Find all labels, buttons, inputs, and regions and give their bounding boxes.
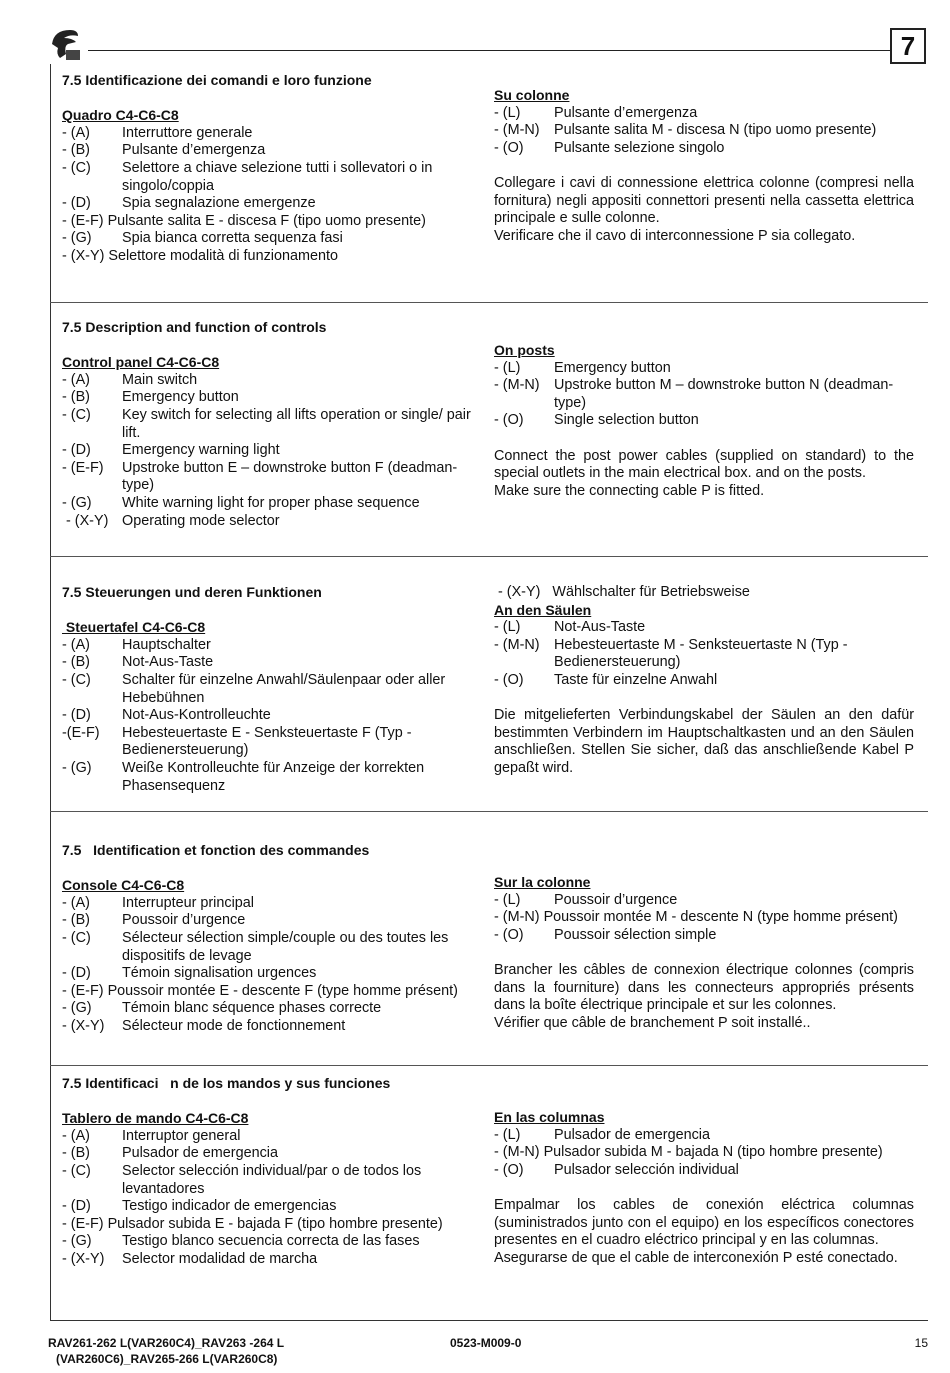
list-item: - (B) Pulsante d’emergenza: [62, 142, 266, 159]
list-item: - (C) Sélecteur sélection simple/couple ou des toutes les dispositifs de levage: [62, 929, 449, 964]
list-item: - (L) Pulsante d’emergenza: [494, 104, 698, 121]
list-item: - (B) Pulsador de emergencia: [62, 1145, 278, 1162]
list-item: - (M-N) Hebesteuertaste M - Senksteuertaste N (Typ - Bedienersteuerung): [494, 636, 848, 671]
panel-subtitle: Tablero de mando C4-C6-C8: [62, 1110, 249, 1127]
paragraph: Empalmar los cables de conexión eléctrica columnas (suministrados junto con el equipo) en los específicos conectores presentes en el cuadro eléctrico principal y en las columnas.: [494, 1196, 914, 1249]
list-item: - (E-F) Upstroke button E – downstroke button F (deadman-type): [62, 459, 458, 494]
paragraph: Asegurarse de que el cable de interconexión P esté conectado.: [494, 1249, 898, 1266]
list-item: -(E-F) Hebesteuertaste E - Senksteuertaste F (Typ - Bedienersteuerung): [62, 724, 412, 759]
list-item: - (X-Y) Selettore modalità di funzionamento: [62, 247, 338, 264]
list-item: - (M-N) Poussoir montée M - descente N (type homme présent): [494, 909, 898, 926]
paragraph: Die mitgelieferten Verbindungskabel der Säulen an den dafür bestimmten Verbindern im Hauptschaltkasten und an den Säulen anschließen. Stellen Sie sicher, daß das anschließende Kabel P gepaßt wird.: [494, 707, 914, 776]
section-divider: [50, 1065, 928, 1066]
list-item: - (L) Pulsador de emergencia: [494, 1126, 710, 1143]
section-de-right: [494, 584, 914, 778]
list-item: - (A) Interrupteur principal: [62, 894, 254, 911]
list-item: - (C) Schalter für einzelne Anwahl/Säulenpaar oder aller Hebebühnen: [62, 671, 446, 706]
chapter-number: 7: [890, 28, 926, 64]
panel-subtitle: Steuertafel C4-C6-C8: [62, 619, 206, 636]
page-number: 15: [914, 1336, 928, 1350]
list-item: - (M-N) Pulsador subida M - bajada N (tipo hombre presente): [494, 1144, 883, 1161]
list-item: - (D) Testigo indicador de emergencias: [62, 1198, 337, 1215]
list-item: - (B) Not-Aus-Taste: [62, 654, 214, 671]
section-fr-left: [62, 842, 482, 1036]
list-item: - (D) Not-Aus-Kontrolleuchte: [62, 707, 271, 724]
list-item: - (G) White warning light for proper phase sequence: [62, 494, 420, 511]
list-item: - (M-N) Pulsante salita M - discesa N (tipo uomo presente): [494, 122, 877, 139]
list-item: - (X-Y) Sélecteur mode de fonctionnement: [62, 1017, 346, 1034]
section-divider: [50, 556, 928, 557]
section-title: 7.5 Identification et fonction des commandes: [62, 842, 370, 858]
list-item: - (C) Key switch for selecting all lifts operation or single/ pair lift.: [62, 406, 471, 441]
section-fr-right: [494, 874, 914, 1032]
list-item: - (L) Not-Aus-Taste: [494, 619, 646, 636]
paragraph: Vérifier que câble de branchement P soit installé..: [494, 1014, 811, 1031]
section-es-right: [494, 1109, 914, 1267]
footer-model-line1: RAV261-262 L(VAR260C4)_RAV263 -264 L: [48, 1336, 285, 1350]
paragraph: Collegare i cavi di connessione elettrica colonne (compresi nella fornitura) negli appositi connettori presenti nella cassetta elettrica principale e sulle colonne.: [494, 174, 914, 227]
list-item: - (O) Single selection button: [494, 412, 699, 429]
list-item: - (X-Y) Operating mode selector: [62, 512, 280, 529]
list-item: - (G) Weiße Kontrolleuchte für Anzeige der korrekten Phasensequenz: [62, 759, 425, 794]
paragraph: Connect the post power cables (supplied on standard) to the special outlets in the main electrical box. and on the posts.: [494, 447, 914, 482]
list-item: - (D) Emergency warning light: [62, 442, 280, 459]
list-item: - (O) Pulsante selezione singolo: [494, 139, 725, 156]
footer-model-line2: (VAR260C6)_RAV265-266 L(VAR260C8): [56, 1352, 278, 1366]
list-item: - (A) Interruttore generale: [62, 124, 253, 141]
list-item: - (C) Selettore a chiave selezione tutti i sollevatori o in singolo/coppia: [62, 159, 433, 194]
posts-subtitle: Sur la colonne: [494, 874, 591, 890]
section-en-left: [62, 319, 482, 530]
section-title: 7.5 Description and function of controls: [62, 319, 327, 335]
paragraph: Brancher les câbles de connexion électrique colonnes (compris dans la fourniture) dans les connecteurs appropriés présents dans la boîte électrique principale et sur les colonnes.: [494, 961, 914, 1014]
posts-subtitle: Su colonne: [494, 87, 570, 103]
posts-subtitle: An den Säulen: [494, 601, 592, 618]
list-item: - (C) Selector selección individual/par o de todos los levantadores: [62, 1162, 422, 1197]
list-item: - (A) Hauptschalter: [62, 636, 211, 653]
section-divider: [50, 811, 928, 812]
list-item: - (B) Emergency button: [62, 389, 239, 406]
posts-subtitle: On posts: [494, 342, 555, 358]
panel-subtitle: Console C4-C6-C8: [62, 877, 185, 894]
section-it-right: [494, 87, 914, 245]
list-item: - (O) Poussoir sélection simple: [494, 926, 717, 943]
brand-logo-icon: [48, 24, 88, 64]
section-it-left: [62, 72, 482, 266]
list-item: - (E-F) Pulsante salita E - discesa F (tipo uomo presente): [62, 212, 426, 229]
list-item: - (G) Spia bianca corretta sequenza fasi: [62, 230, 343, 247]
section-title: 7.5 Steuerungen und deren Funktionen: [62, 584, 322, 600]
list-item: - (D) Spia segnalazione emergenze: [62, 195, 316, 212]
posts-subtitle: En las columnas: [494, 1109, 605, 1125]
section-title: 7.5 Identificaci n de los mandos y sus funciones: [62, 1075, 391, 1091]
footer-doc-code: 0523-M009-0: [450, 1336, 522, 1350]
panel-subtitle: Control panel C4-C6-C8: [62, 354, 220, 371]
list-item: - (B) Poussoir d’urgence: [62, 912, 246, 929]
list-item: - (L) Poussoir d’urgence: [494, 891, 678, 908]
list-item: - (D) Témoin signalisation urgences: [62, 965, 317, 982]
section-en-right: [494, 342, 914, 500]
list-item: - (O) Taste für einzelne Anwahl: [494, 671, 718, 688]
section-title: 7.5 Identificazione dei comandi e loro funzione: [62, 72, 372, 88]
paragraph: Verificare che il cavo di interconnessione P sia collegato.: [494, 227, 856, 244]
paragraph: Make sure the connecting cable P is fitted.: [494, 482, 765, 499]
panel-subtitle: Quadro C4-C6-C8: [62, 107, 179, 124]
section-es-left: [62, 1075, 482, 1269]
header-rule: [88, 50, 890, 51]
list-item: - (A) Main switch: [62, 371, 198, 388]
section-de-left: [62, 584, 482, 795]
list-item: - (X-Y) Wählschalter für Betriebsweise: [494, 584, 750, 600]
list-item: - (E-F) Pulsador subida E - bajada F (tipo hombre presente): [62, 1215, 443, 1232]
list-item: - (A) Interruptor general: [62, 1127, 241, 1144]
list-item: - (M-N) Upstroke button M – downstroke button N (deadman-type): [494, 377, 894, 411]
list-item: - (L) Emergency button: [494, 359, 671, 376]
list-item: - (O) Pulsador selección individual: [494, 1161, 739, 1178]
list-item: - (X-Y) Selector modalidad de marcha: [62, 1250, 318, 1267]
list-item: - (G) Témoin blanc séquence phases correcte: [62, 1000, 382, 1017]
list-item: - (E-F) Poussoir montée E - descente F (type homme présent): [62, 982, 458, 999]
section-divider: [50, 302, 928, 303]
list-item: - (G) Testigo blanco secuencia correcta de las fases: [62, 1233, 420, 1250]
